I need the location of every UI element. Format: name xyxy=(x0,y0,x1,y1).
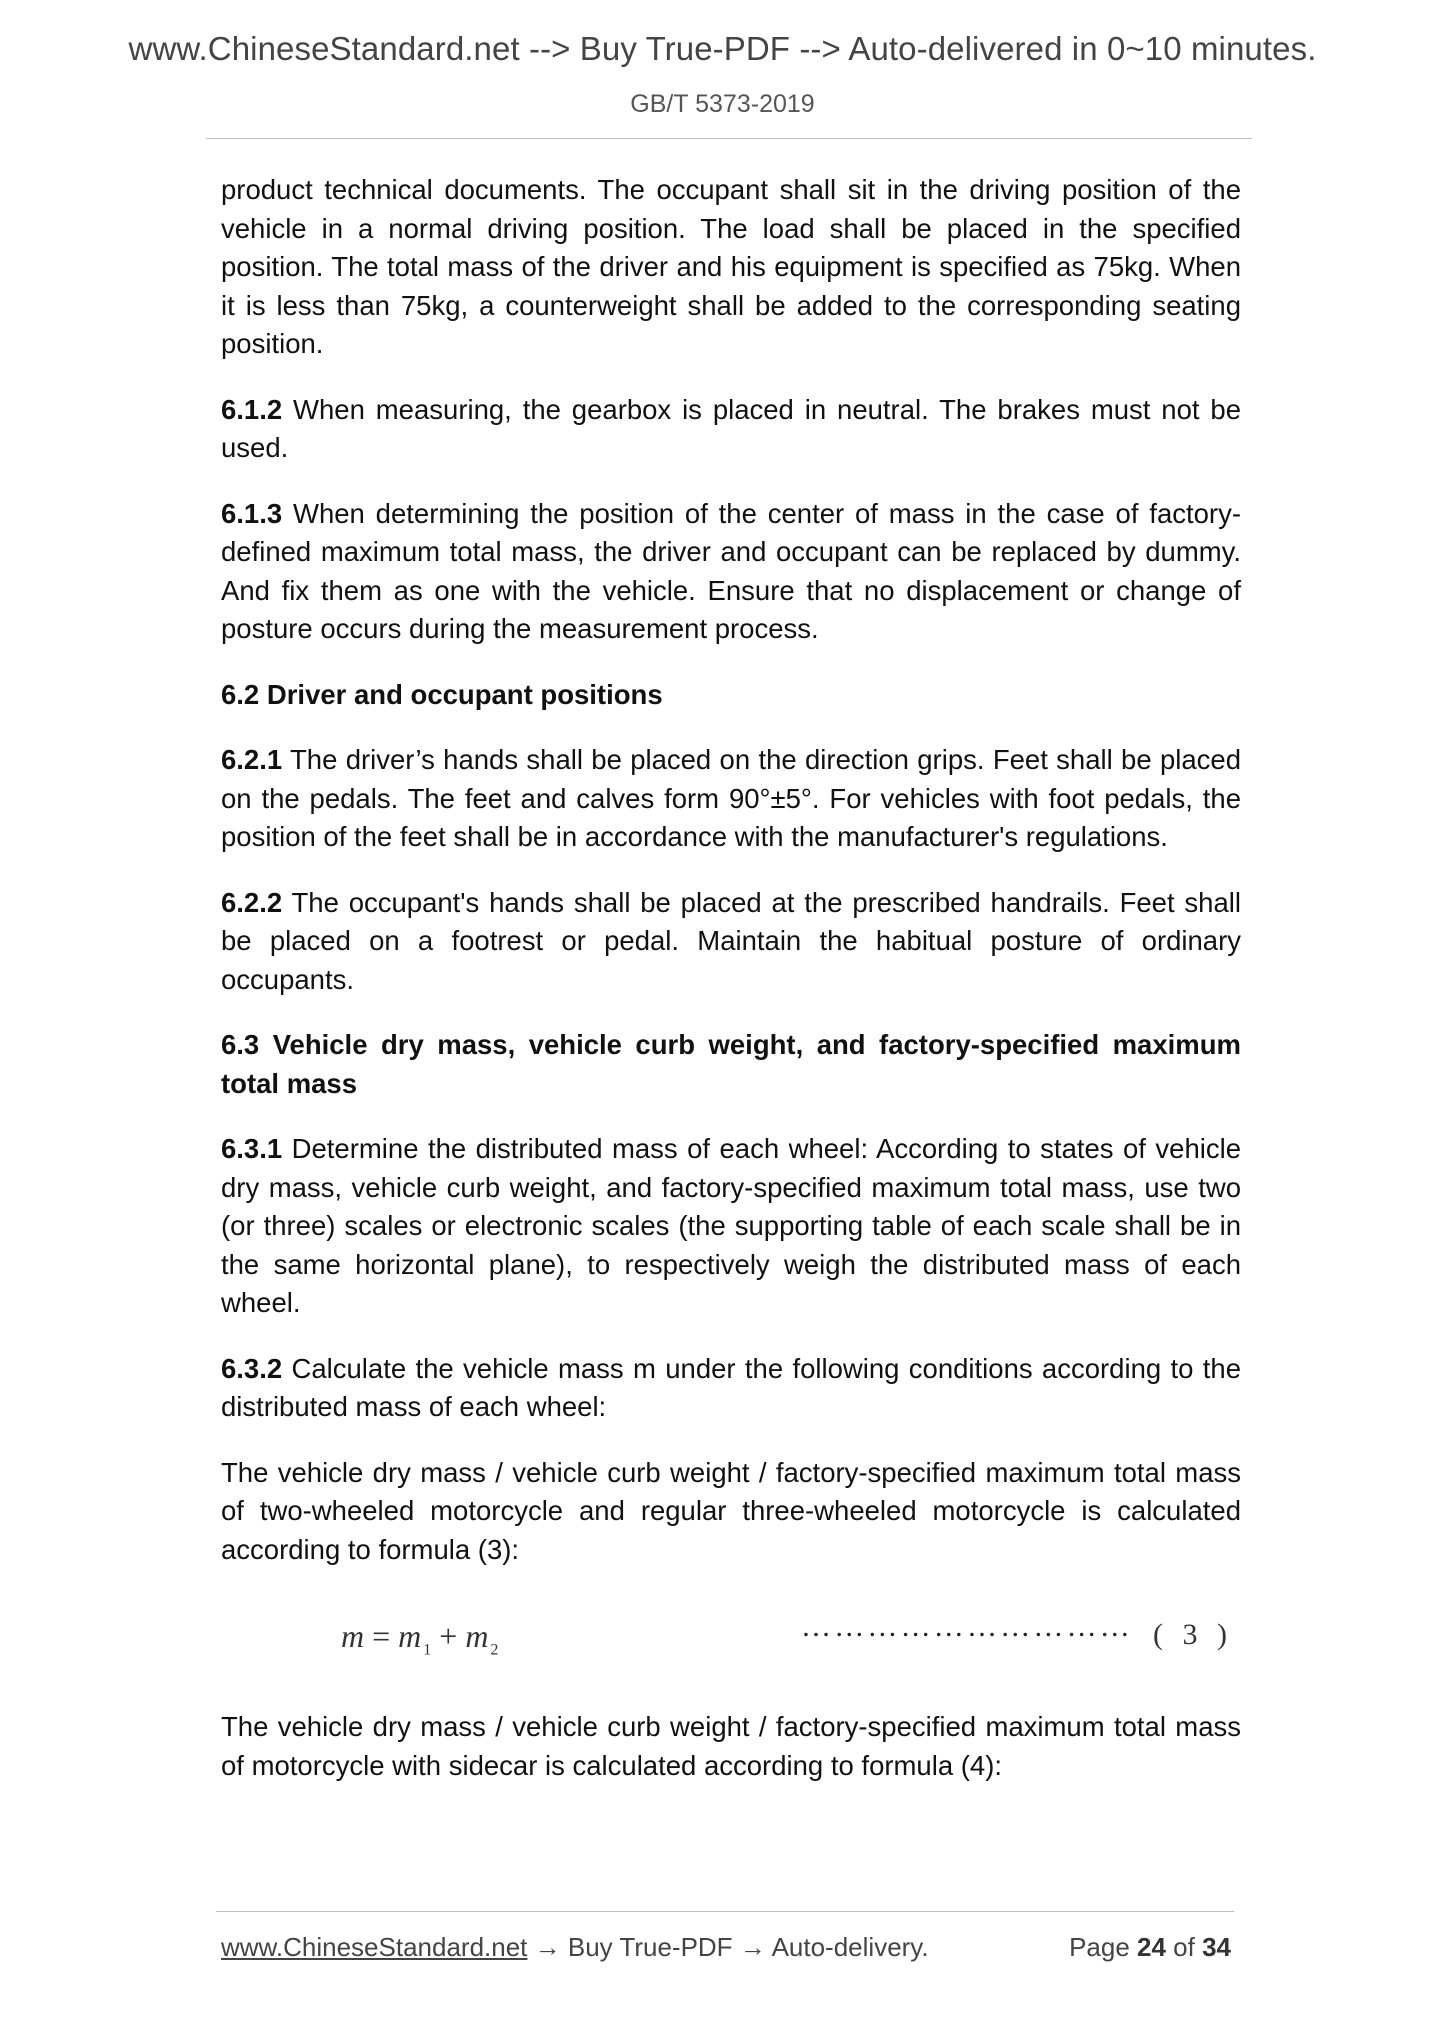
formula-lhs: m xyxy=(341,1618,367,1654)
footer-divider xyxy=(216,1911,1234,1912)
formula-subscript-2: 2 xyxy=(490,1641,501,1659)
page-body xyxy=(221,171,1241,1812)
formula-3 xyxy=(221,1596,1241,1680)
clause-text: The driver’s hands shall be placed on the direction grips. Feet shall be placed on the pedals. The feet and calves form 90°±5°. For vehicles with foot pedals, the position of the feet shall be in accordance with the manufacturer's regulations. xyxy=(221,744,1241,852)
footer-tagline: → Buy True-PDF → Auto-delivery. xyxy=(527,1932,929,1962)
standard-code: GB/T 5373-2019 xyxy=(630,90,815,118)
formula-4-intro: The vehicle dry mass / vehicle curb weight / factory-specified maximum total mass of motorcycle with sidecar is calculated according to formula (4): xyxy=(221,1711,1241,1781)
page-number xyxy=(1069,1932,1231,1963)
clause-text: Calculate the vehicle mass m under the following conditions according to the distributed mass of each wheel: xyxy=(221,1352,1241,1422)
clause-6-2-1 xyxy=(221,741,1241,857)
clause-number: 6.1.3 xyxy=(221,497,283,529)
formula-equals: = xyxy=(372,1618,393,1654)
clause-6-1-3 xyxy=(221,495,1241,649)
clause-text: When measuring, the gearbox is placed in neutral. The brakes must not be used. xyxy=(221,393,1241,463)
clause-number: 6.3.2 xyxy=(221,1352,283,1384)
paragraph-continued: product technical documents. The occupant shall sit in the driving position of the vehicle in a normal driving position. The load shall be placed in the specified position. The total mass of the driver and his equipment is specified as 75kg. When it is less than 75kg, a counterweight shall be added to the corresponding seating position. xyxy=(221,174,1241,359)
page-of: of xyxy=(1165,1932,1203,1962)
section-heading-6-3: 6.3 Vehicle dry mass, vehicle curb weight, and factory-specified maximum total mass xyxy=(221,1029,1241,1099)
formula-term-1: m xyxy=(398,1618,424,1654)
clause-6-1-2 xyxy=(221,391,1241,468)
clause-number: 6.2.2 xyxy=(221,886,283,918)
page-label: Page xyxy=(1069,1932,1138,1962)
formula-plus: + xyxy=(439,1618,460,1654)
formula-3-intro: The vehicle dry mass / vehicle curb weight / factory-specified maximum total mass of two-wheeled motorcycle and regular three-wheeled motorcycle is calculated according to formula (3): xyxy=(221,1456,1241,1565)
clause-number: 6.1.2 xyxy=(221,393,283,425)
formula-subscript-1: 1 xyxy=(423,1641,434,1659)
clause-number: 6.2.1 xyxy=(221,744,283,775)
formula-number: ( 3 ) xyxy=(1153,1618,1233,1651)
page-current: 24 xyxy=(1137,1932,1166,1962)
clause-text: Determine the distributed mass of each wheel: According to states of vehicle dry mass, vehicle curb weight, and factory-specified maximum total mass, use two (or three) scales or electronic scales (the supporting table of each scale shall be in the same horizontal plane), to respectively weigh the distributed mass of each wheel. xyxy=(221,1133,1241,1318)
clause-number: 6.3.1 xyxy=(221,1133,283,1164)
clause-text: When determining the position of the center of mass in the case of factory-defined maximum total mass, the driver and occupant can be replaced by dummy. And fix them as one with the vehicle. Ensure that no displacement or change of posture occurs during the measurement process. xyxy=(221,497,1241,644)
clause-text: The occupant's hands shall be placed at the prescribed handrails. Feet shall be placed on a footrest or pedal. Maintain the habitual posture of ordinary occupants. xyxy=(221,886,1241,995)
clause-6-3-1 xyxy=(221,1130,1241,1323)
site-banner: www.ChineseStandard.net --> Buy True-PDF --> Auto-delivered in 0~10 minutes. xyxy=(128,30,1317,67)
clause-6-2-2 xyxy=(221,884,1241,1000)
page-footer xyxy=(221,1932,1231,1963)
clause-6-3-2 xyxy=(221,1350,1241,1427)
footer-site-link[interactable]: www.ChineseStandard.net xyxy=(221,1932,528,1962)
formula-leader-dots: ………………………… xyxy=(801,1610,1133,1643)
formula-term-2: m xyxy=(465,1618,491,1654)
page-total: 34 xyxy=(1202,1932,1231,1962)
formula-expression xyxy=(341,1618,500,1659)
header-divider xyxy=(206,138,1252,139)
section-heading-6-2: 6.2 Driver and occupant positions xyxy=(221,678,663,710)
